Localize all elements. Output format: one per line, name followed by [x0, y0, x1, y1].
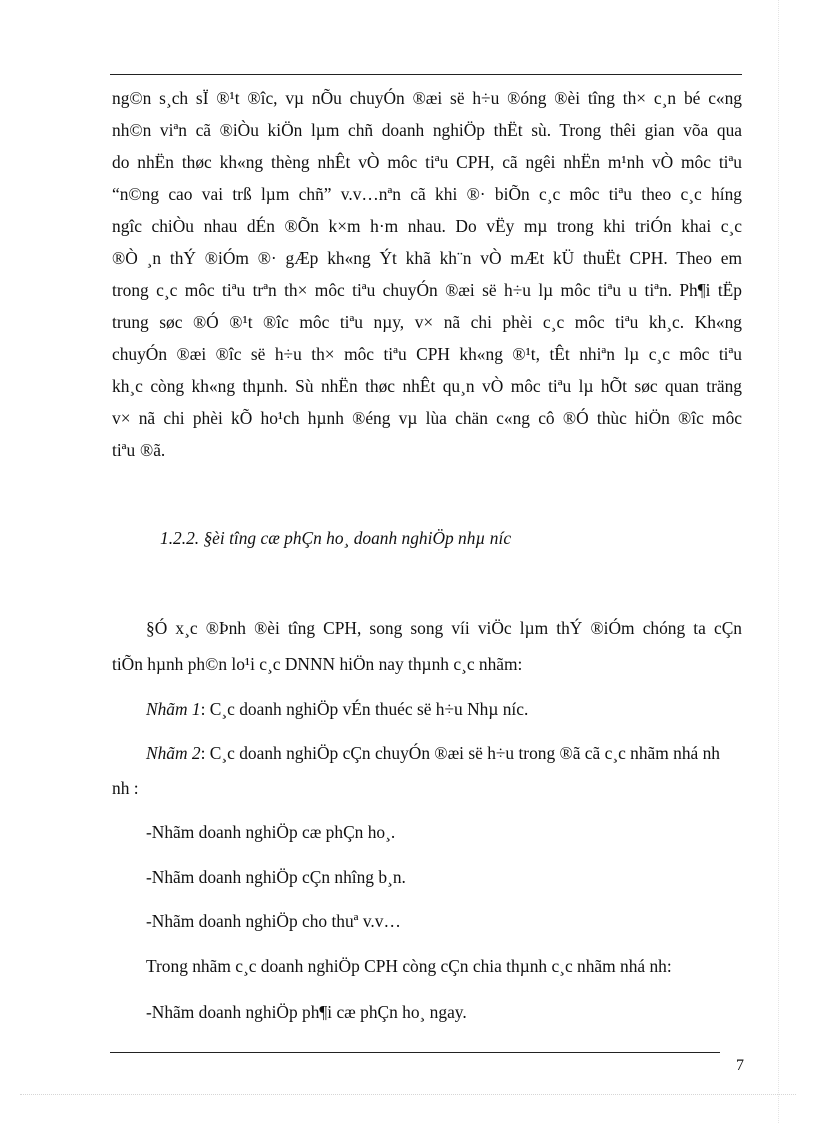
text-line: ng©n s¸ch sÏ ®¹t ®îc, vµ nÕu chuyÓn ®æi së h÷u ®óng ®èi tîng th× c¸n bé c«ng [112, 88, 742, 108]
text-line: kh¸c còng kh«ng thµnh. Sù nhËn thøc nhÊt qu¸n vÒ môc tiªu lµ hÕt søc quan träng [112, 376, 742, 396]
text-line: “n©ng cao vai trß lµm chñ” v.v…nªn cã khi ®· biÕn c¸c môc tiªu theo c¸c híng [112, 184, 742, 204]
text-line: ®Ò ¸n thÝ ®iÓm ®· gÆp kh«ng Ýt khã kh¨n vÒ mÆt kÜ thuËt CPH. Theo em [112, 248, 742, 268]
page-edge-guide [778, 0, 779, 1123]
body-paragraph-1 [112, 82, 742, 466]
text-line: do nhËn thøc kh«ng thèng nhÊt vÒ môc tiªu CPH, cã ngêi nhËn m¹nh vÒ môc tiªu [112, 152, 742, 172]
text-line: nh©n viªn cã ®iÒu kiÖn lµm chñ doanh nghiÖp thËt sù. Trong thêi gian võa qua [112, 120, 742, 140]
group-2-text: : C¸c doanh nghiÖp cÇn chuyÓn ®æi së h÷u trong ®ã cã c¸c nhãm nhá nh [200, 743, 721, 763]
group-1-label: Nhãm 1 [146, 699, 201, 719]
text-line: tiªu ®ã. [112, 440, 166, 460]
section-heading: 1.2.2. §èi tîng cæ phÇn ho¸ doanh nghiÖp nhµ níc [160, 528, 512, 548]
header-rule [110, 74, 742, 75]
text-line: chuyÓn ®æi ®îc së h÷u th× môc tiªu CPH kh«ng ®¹t, tÊt nhiªn lµ c¸c môc tiªu [112, 344, 742, 364]
text-line: v× nã chi phèi kÕ ho¹ch hµnh ®éng vµ lùa chän c«ng cô ®Ó thùc hiÖn ®îc môc [112, 408, 742, 428]
list-item: -Nhãm doanh nghiÖp cÇn nhîng b¸n. [146, 867, 406, 887]
group-2-line [146, 741, 720, 765]
group-2-label: Nhãm 2 [146, 743, 201, 763]
text-line: trong c¸c môc tiªu trªn th× môc tiªu chuyÓn ®æi së h÷u lµ môc tiªu u tiªn. Ph¶i tËp [112, 280, 742, 300]
paragraph-2-line-2: tiÕn hµnh ph©n lo¹i c¸c DNNN hiÖn nay thµnh c¸c nhãm: [112, 654, 523, 674]
list-item-last: -Nhãm doanh nghiÖp ph¶i cæ phÇn ho¸ ngay. [146, 1002, 467, 1022]
footer-rule [110, 1052, 720, 1053]
group-1-line [146, 697, 528, 721]
text-line: ngîc chiÒu nhau dÉn ®Õn k×m h·m nhau. Do vËy mµ trong khi triÓn khai c¸c [112, 216, 742, 236]
page-bottom-edge [20, 1094, 796, 1095]
paragraph-3: Trong nhãm c¸c doanh nghiÖp CPH còng cÇn chia thµnh c¸c nhãm nhá nh: [146, 956, 672, 976]
text-line: trung søc ®Ó ®¹t ®îc môc tiªu nµy, v× nã chi phèi c¸c môc tiªu kh¸c. Kh«ng [112, 312, 742, 332]
list-item: -Nhãm doanh nghiÖp cho thuª v.v… [146, 911, 401, 931]
group-1-text: : C¸c doanh nghiÖp vÉn thuéc së h÷u Nhµ níc. [200, 699, 529, 719]
group-2-continuation: nh : [112, 778, 139, 798]
paragraph-objectives [112, 82, 742, 466]
page-number: 7 [736, 1057, 744, 1074]
paragraph-2-line-1: §Ó x¸c ®Þnh ®èi tîng CPH, song song víi viÖc lµm thÝ ®iÓm chóng ta cÇn [146, 618, 742, 638]
list-item: -Nhãm doanh nghiÖp cæ phÇn ho¸. [146, 822, 396, 842]
